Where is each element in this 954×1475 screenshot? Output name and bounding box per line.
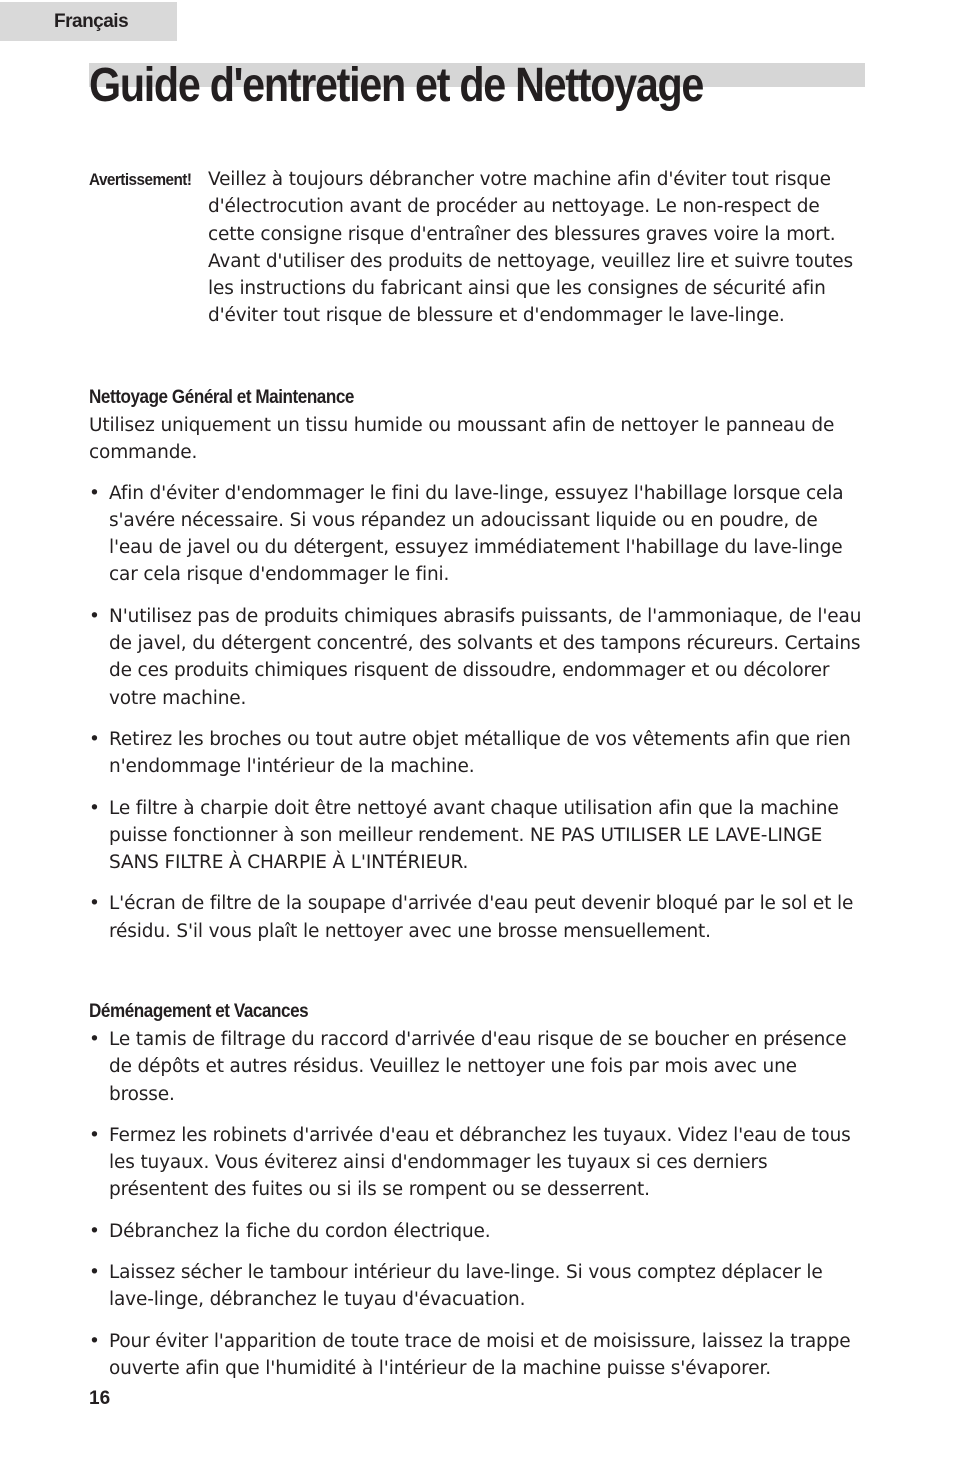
bullet-icon: • [89,1029,100,1050]
language-tab: Français [0,2,177,41]
bullet-icon: • [89,482,100,504]
bullet-icon: • [89,605,100,627]
moving-vacation-section [89,998,867,1382]
general-cleaning-list [89,480,867,945]
warning-block [89,166,869,330]
list-item-text: N'utilisez pas de produits chimiques abrasifs puissants, de l'ammoniaque, de l'eau de javel, du détergent concentré, des solvants et des tampons récureurs. Certains de ces produits chimiques risquent de dissoudre, endommager et ou décolorer votre machine. [109,605,862,709]
list-item [89,1026,867,1108]
warning-label: Avertissement! [89,170,192,189]
list-item [89,795,867,877]
list-item-text: Débranchez la fiche du cordon électrique. [109,1220,491,1242]
list-item [89,603,867,712]
list-item [89,890,867,945]
general-cleaning-intro: Utilisez uniquement un tissu humide ou moussant afin de nettoyer le panneau de commande. [89,415,835,464]
list-item-text: Pour éviter l'apparition de toute trace de moisi et de moisissure, laissez la trappe ouverte afin que l'humidité à l'intérieur de la machine puisse s'évaporer. [109,1330,851,1379]
warning-text: Veillez à toujours débrancher votre machine afin d'éviter tout risque d'électrocution avant de procéder au nettoyage. Le non-respect de cette consigne risque d'entraîner des blessures graves voire la mort. Avant d'utiliser des produits de nettoyage, veuillez lire et suivre toutes les instructions du fabricant ainsi que les consignes de sécurité afin d'éviter tout risque de blessure et d'endommager le lave-linge. [208,169,853,327]
list-item [89,1259,867,1314]
moving-vacation-heading: Déménagement et Vacances [89,1001,309,1022]
bullet-icon: • [89,1330,100,1352]
list-item [89,1122,867,1204]
bullet-icon: • [89,893,100,915]
moving-vacation-list [89,1026,867,1382]
page-title: Guide d'entretien et de Nettoyage [89,59,704,112]
list-item [89,1328,867,1383]
list-item-text: Le filtre à charpie doit être nettoyé avant chaque utilisation afin que la machine puisse fonctionner à son meilleur rendement. NE PAS UTILISER LE LAVE-LINGE SANS FILTRE À CHARPIE À L'INTÉRIEUR. [109,797,839,874]
bullet-icon: • [89,728,100,750]
list-item [89,1218,867,1245]
list-item-text: Afin d'éviter d'endommager le fini du lave-linge, essuyez l'habillage lorsque cela s'avére nécessaire. Si vous répandez un adoucissant liquide ou en poudre, de l'eau de javel ou du détergent, essuyez immédiatement l'habillage du lave-linge car cela risque d'endommager le fini. [109,482,844,586]
list-item-text: Retirez les broches ou tout autre objet métallique de vos vêtements afin que rien n'endommage l'intérieur de la machine. [109,728,851,778]
list-item-text: L'écran de filtre de la soupape d'arrivée d'eau peut devenir bloqué par le sol et le résidu. S'il vous plaît le nettoyer avec une brosse mensuellement. [109,893,854,942]
page-number: 16 [89,1388,111,1409]
list-item-text: Le tamis de filtrage du raccord d'arrivée d'eau risque de se boucher en présence de dépôts et autres résidus. Veuillez le nettoyer une fois par mois avec une brosse. [109,1029,847,1105]
list-item-text: Fermez les robinets d'arrivée d'eau et débranchez les tuyaux. Videz l'eau de tous les tuyaux. Vous éviterez ainsi d'endommager les tuyaux si ces derniers présentent des fuites ou si ils se rompent ou se desserrent. [109,1124,851,1201]
bullet-icon: • [89,1124,100,1146]
general-cleaning-heading: Nettoyage Général et Maintenance [89,387,354,408]
general-cleaning-section [89,384,867,945]
bullet-icon: • [89,1220,100,1242]
list-item [89,480,867,589]
list-item-text: Laissez sécher le tambour intérieur du lave-linge. Si vous comptez déplacer le lave-linge, débranchez le tuyau d'évacuation. [109,1262,823,1311]
list-item [89,726,867,781]
bullet-icon: • [89,1262,100,1284]
bullet-icon: • [89,797,100,819]
